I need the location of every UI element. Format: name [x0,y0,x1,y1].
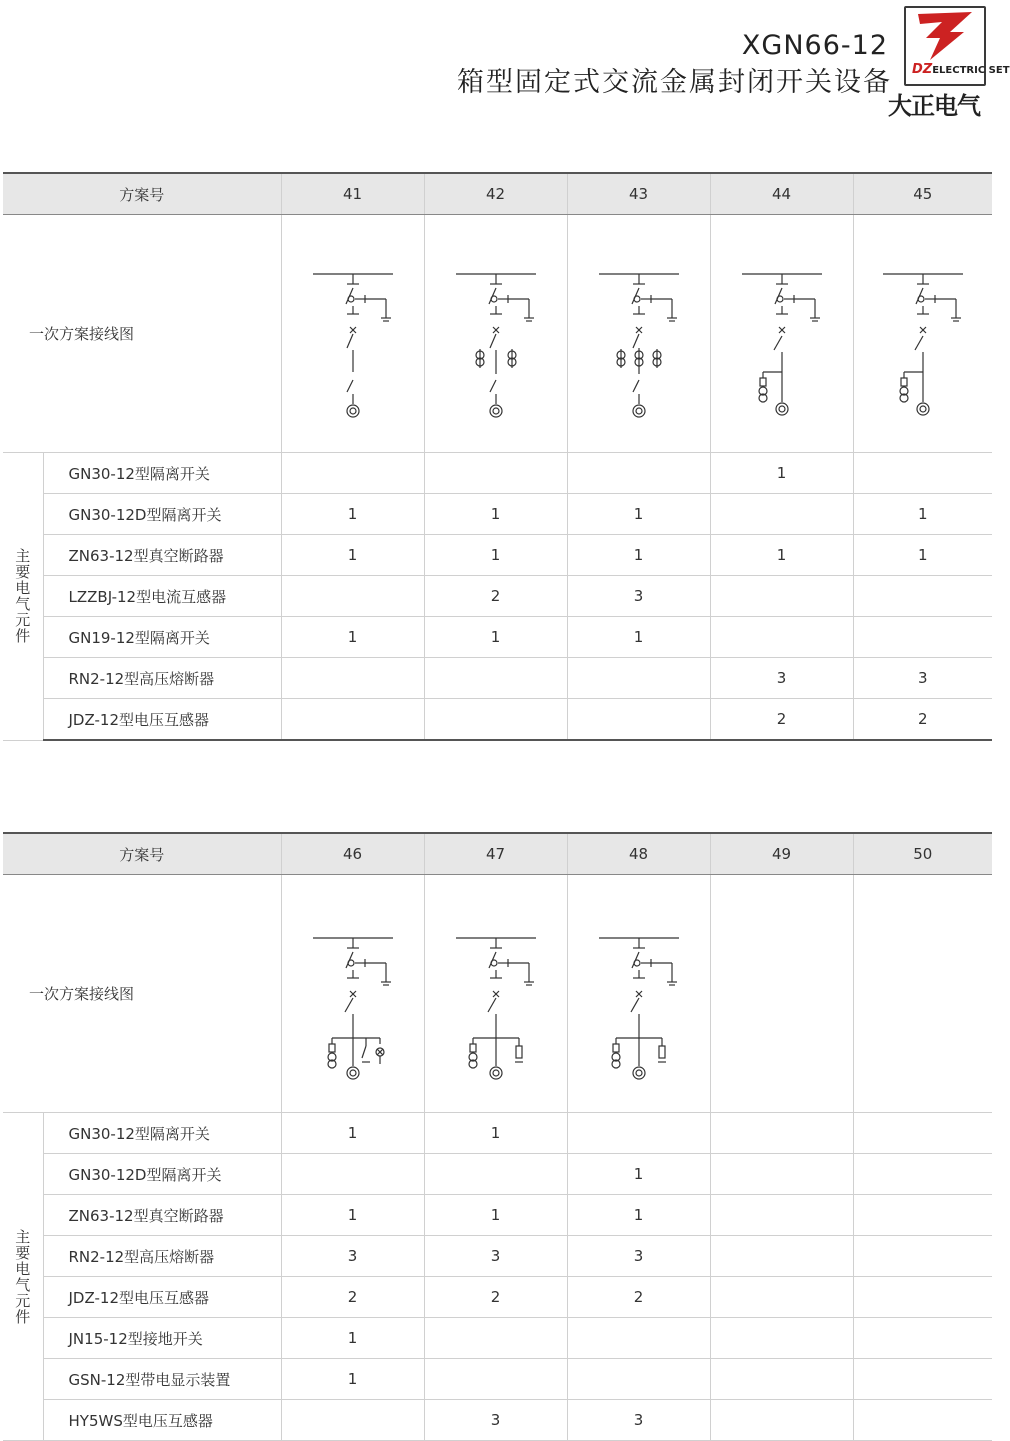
component-qty [710,1154,853,1195]
wiring-diagram-49 [710,875,853,1113]
component-qty [853,453,992,494]
component-qty [281,1154,424,1195]
component-name: GN30-12D型隔离开关 [43,1154,281,1195]
component-qty: 1 [424,1113,567,1154]
lightning-bolt-icon [906,8,984,64]
scheme-number: 44 [710,173,853,215]
scheme-number: 43 [567,173,710,215]
component-qty [281,453,424,494]
component-qty: 1 [853,494,992,535]
component-qty: 1 [424,535,567,576]
component-qty: 2 [424,576,567,617]
component-qty: 1 [281,1359,424,1400]
component-qty: 1 [710,453,853,494]
component-name: RN2-12型高压熔断器 [43,658,281,699]
scheme-label: 方案号 [3,173,281,215]
component-qty [853,1113,992,1154]
component-qty [710,1359,853,1400]
component-row [3,1113,992,1154]
component-qty: 1 [281,494,424,535]
component-qty: 3 [567,1400,710,1441]
scheme-header-row [3,833,992,875]
component-row [3,617,992,658]
scheme-number: 50 [853,833,992,875]
component-qty [710,1400,853,1441]
component-qty [424,699,567,741]
component-qty: 1 [281,1318,424,1359]
component-qty [567,658,710,699]
component-qty: 1 [710,535,853,576]
component-name: GSN-12型带电显示装置 [43,1359,281,1400]
component-name: ZN63-12型真空断路器 [43,535,281,576]
logo-suffix: ELECTRIC SET [932,65,1010,76]
component-qty [424,1154,567,1195]
component-qty: 1 [424,494,567,535]
component-qty: 3 [710,658,853,699]
component-name: LZZBJ-12型电流互感器 [43,576,281,617]
diagram-label: 一次方案接线图 [3,215,281,453]
component-group-label: 主要电气元件 [3,453,43,741]
diagram-label: 一次方案接线图 [3,875,281,1113]
component-name: RN2-12型高压熔断器 [43,1236,281,1277]
component-qty: 2 [424,1277,567,1318]
component-qty [281,658,424,699]
page-title: 箱型固定式交流金属封闭开关设备 [457,67,892,98]
component-qty: 2 [710,699,853,741]
wiring-diagram-43 [567,215,710,453]
component-qty: 3 [424,1236,567,1277]
scheme-label: 方案号 [3,833,281,875]
component-name: GN30-12型隔离开关 [43,1113,281,1154]
component-qty [424,658,567,699]
wiring-diagram-45 [853,215,992,453]
component-row [3,699,992,741]
wiring-diagram-41 [281,215,424,453]
scheme-table-46-50 [3,832,992,1441]
scheme-number: 42 [424,173,567,215]
component-row [3,576,992,617]
component-qty [710,1318,853,1359]
component-qty: 1 [853,535,992,576]
component-name: GN30-12型隔离开关 [43,453,281,494]
component-row [3,1195,992,1236]
component-qty [710,1195,853,1236]
component-qty [281,699,424,741]
scheme-header-row [3,173,992,215]
component-qty [853,1318,992,1359]
component-qty [853,576,992,617]
scheme-number: 49 [710,833,853,875]
component-qty [281,576,424,617]
component-qty [853,1277,992,1318]
component-row [3,494,992,535]
component-qty: 1 [567,1195,710,1236]
component-qty [424,453,567,494]
component-qty [710,1277,853,1318]
component-qty [853,1236,992,1277]
component-qty: 3 [424,1400,567,1441]
component-qty: 1 [424,617,567,658]
component-row [3,658,992,699]
component-name: GN30-12D型隔离开关 [43,494,281,535]
logo-prefix: DZ [912,62,933,77]
wiring-diagram-50 [853,875,992,1113]
scheme-table-41-45 [3,172,992,741]
component-row [3,1277,992,1318]
scheme-number: 41 [281,173,424,215]
component-qty [281,1400,424,1441]
component-qty: 2 [567,1277,710,1318]
component-qty [853,1154,992,1195]
component-row [3,535,992,576]
component-qty: 3 [567,576,710,617]
component-qty: 3 [281,1236,424,1277]
component-qty: 3 [853,658,992,699]
component-qty [853,1400,992,1441]
component-qty: 1 [567,494,710,535]
scheme-number: 46 [281,833,424,875]
diagram-row [3,875,992,1113]
component-qty: 1 [424,1195,567,1236]
component-qty: 2 [281,1277,424,1318]
wiring-diagram-42 [424,215,567,453]
component-row [3,453,992,494]
component-name: GN19-12型隔离开关 [43,617,281,658]
wiring-diagram-46 [281,875,424,1113]
component-qty [710,617,853,658]
component-row [3,1359,992,1400]
component-name: JDZ-12型电压互感器 [43,699,281,741]
component-qty: 1 [281,1195,424,1236]
model-number: XGN66-12 [741,30,888,61]
component-qty [710,576,853,617]
component-group-label: 主要电气元件 [3,1113,43,1441]
component-qty: 3 [567,1236,710,1277]
component-qty: 1 [281,1113,424,1154]
component-name: ZN63-12型真空断路器 [43,1195,281,1236]
component-qty [567,1113,710,1154]
diagram-row [3,215,992,453]
component-row [3,1154,992,1195]
component-qty: 1 [567,535,710,576]
component-name: JN15-12型接地开关 [43,1318,281,1359]
component-qty: 2 [853,699,992,741]
component-qty [424,1359,567,1400]
component-qty [853,617,992,658]
component-qty [710,1236,853,1277]
component-qty [567,699,710,741]
component-qty: 1 [567,617,710,658]
scheme-number: 45 [853,173,992,215]
component-qty: 1 [567,1154,710,1195]
component-qty [710,1113,853,1154]
component-qty [853,1195,992,1236]
component-qty: 1 [281,617,424,658]
component-qty [567,1359,710,1400]
component-qty [710,494,853,535]
scheme-number: 47 [424,833,567,875]
scheme-number: 48 [567,833,710,875]
component-row [3,1318,992,1359]
wiring-diagram-47 [424,875,567,1113]
wiring-diagram-44 [710,215,853,453]
component-row [3,1236,992,1277]
component-qty: 1 [281,535,424,576]
wiring-diagram-48 [567,875,710,1113]
brand-name: 大正电气 [888,92,980,120]
component-qty [567,453,710,494]
logo-wordmark [912,62,1010,77]
component-qty [424,1318,567,1359]
component-row [3,1400,992,1441]
component-qty [853,1359,992,1400]
component-name: HY5WS型电压互感器 [43,1400,281,1441]
component-qty [567,1318,710,1359]
component-name: JDZ-12型电压互感器 [43,1277,281,1318]
